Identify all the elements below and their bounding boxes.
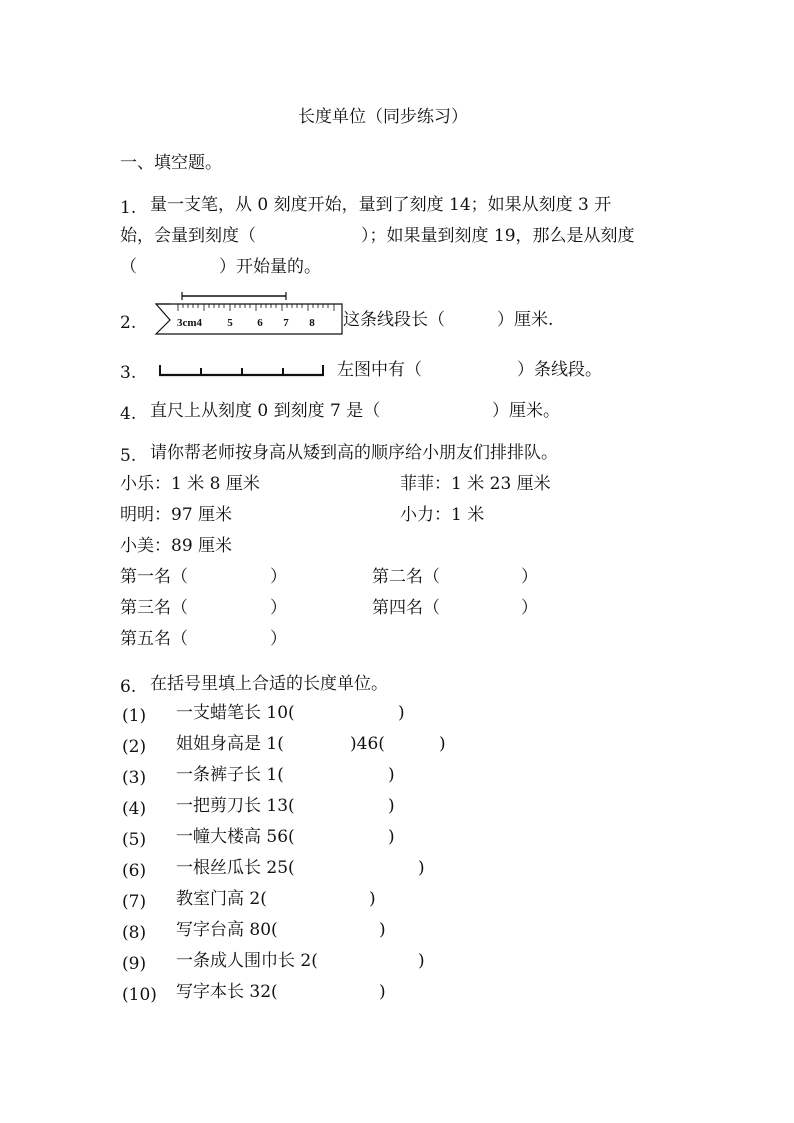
q1-line2-b: ）；如果量到刻度 19，那么是从刻度 bbox=[361, 226, 635, 246]
item-index: (2) bbox=[122, 737, 147, 757]
item-close: ) bbox=[398, 703, 405, 723]
section-heading: 一、填空题。 bbox=[120, 153, 222, 173]
ruler-label: 8 bbox=[309, 317, 315, 329]
item-close: ) bbox=[379, 982, 386, 1002]
rank-label: 第二名（ bbox=[372, 567, 440, 587]
q5-number: 5. bbox=[120, 446, 137, 466]
item-close: ) bbox=[379, 920, 386, 940]
ruler-figure bbox=[152, 290, 344, 340]
q6-number: 6. bbox=[120, 677, 137, 697]
item-index: (9) bbox=[122, 954, 147, 974]
item-close: ) bbox=[388, 796, 395, 816]
item-index: (6) bbox=[122, 861, 147, 881]
q2-text-b: ）厘米. bbox=[497, 310, 554, 330]
item-close: ) bbox=[418, 951, 425, 971]
q2-number: 2. bbox=[120, 313, 137, 333]
item-text: 教室门高 2( bbox=[176, 889, 267, 909]
item-close: ) bbox=[388, 765, 395, 785]
q5-prompt: 请你帮老师按身高从矮到高的顺序给小朋友们排排队。 bbox=[150, 443, 558, 463]
segment-figure bbox=[156, 362, 328, 380]
rank-close: ） bbox=[521, 567, 538, 587]
rank-close: ） bbox=[270, 567, 287, 587]
item-index: (3) bbox=[122, 768, 147, 788]
q1-number: 1. bbox=[120, 198, 137, 218]
rank-close: ） bbox=[270, 629, 287, 649]
rank-close: ） bbox=[270, 598, 287, 618]
kid-height: 小力：1 米 bbox=[400, 505, 485, 525]
ruler-ticks bbox=[178, 304, 334, 311]
q1-line3-a: （ bbox=[120, 257, 137, 277]
item-text: 一根丝瓜长 25( bbox=[176, 858, 295, 878]
item-close: ) bbox=[388, 827, 395, 847]
rank-label: 第四名（ bbox=[372, 598, 440, 618]
item-mid: )46( bbox=[350, 734, 385, 754]
item-text: 一条裤子长 1( bbox=[176, 765, 284, 785]
q3-text-a: 左图中有（ bbox=[337, 360, 422, 380]
item-index: (8) bbox=[122, 923, 147, 943]
kid-height: 菲菲：1 米 23 厘米 bbox=[400, 474, 551, 494]
item-text: 写字本长 32( bbox=[176, 982, 278, 1002]
page-title: 长度单位（同步练习） bbox=[298, 107, 468, 127]
item-index: (7) bbox=[122, 892, 147, 912]
rank-label: 第三名（ bbox=[120, 598, 188, 618]
item-close: ) bbox=[369, 889, 376, 909]
item-close: ) bbox=[439, 734, 446, 754]
item-text: 写字台高 80( bbox=[176, 920, 278, 940]
q1-line3-b: ）开始量的。 bbox=[219, 257, 321, 277]
q4-number: 4. bbox=[120, 404, 137, 424]
item-text: 一把剪刀长 13( bbox=[176, 796, 295, 816]
item-index: (5) bbox=[122, 830, 147, 850]
ruler-label: 7 bbox=[283, 317, 289, 329]
kid-height: 小美：89 厘米 bbox=[120, 536, 233, 556]
ruler-label: 5 bbox=[227, 317, 233, 329]
q4-text-a: 直尺上从刻度 0 到刻度 7 是（ bbox=[150, 401, 381, 421]
q1-line2-a: 始，会量到刻度（ bbox=[120, 226, 256, 246]
item-index: (10) bbox=[122, 985, 157, 1005]
q6-prompt: 在括号里填上合适的长度单位。 bbox=[150, 674, 388, 694]
rank-label: 第一名（ bbox=[120, 567, 188, 587]
ruler-label: 3cm4 bbox=[177, 317, 203, 329]
item-text: 一支蜡笔长 10( bbox=[176, 703, 295, 723]
q3-number: 3. bbox=[120, 363, 137, 383]
q4-text-b: ）厘米。 bbox=[492, 401, 560, 421]
kid-height: 小乐：1 米 8 厘米 bbox=[120, 474, 260, 494]
item-text: 姐姐身高是 1( bbox=[176, 734, 284, 754]
rank-close: ） bbox=[521, 598, 538, 618]
item-text: 一幢大楼高 56( bbox=[176, 827, 295, 847]
ruler-label: 6 bbox=[257, 317, 263, 329]
kid-height: 明明：97 厘米 bbox=[120, 505, 233, 525]
item-index: (1) bbox=[122, 706, 147, 726]
q1-line1: 量一支笔，从 0 刻度开始，量到了刻度 14；如果从刻度 3 开 bbox=[150, 195, 612, 215]
item-index: (4) bbox=[122, 799, 147, 819]
q2-text-a: 这条线段长（ bbox=[343, 310, 445, 330]
item-text: 一条成人围巾长 2( bbox=[176, 951, 318, 971]
item-close: ) bbox=[418, 858, 425, 878]
q3-text-b: ）条线段。 bbox=[517, 360, 602, 380]
rank-label: 第五名（ bbox=[120, 629, 188, 649]
